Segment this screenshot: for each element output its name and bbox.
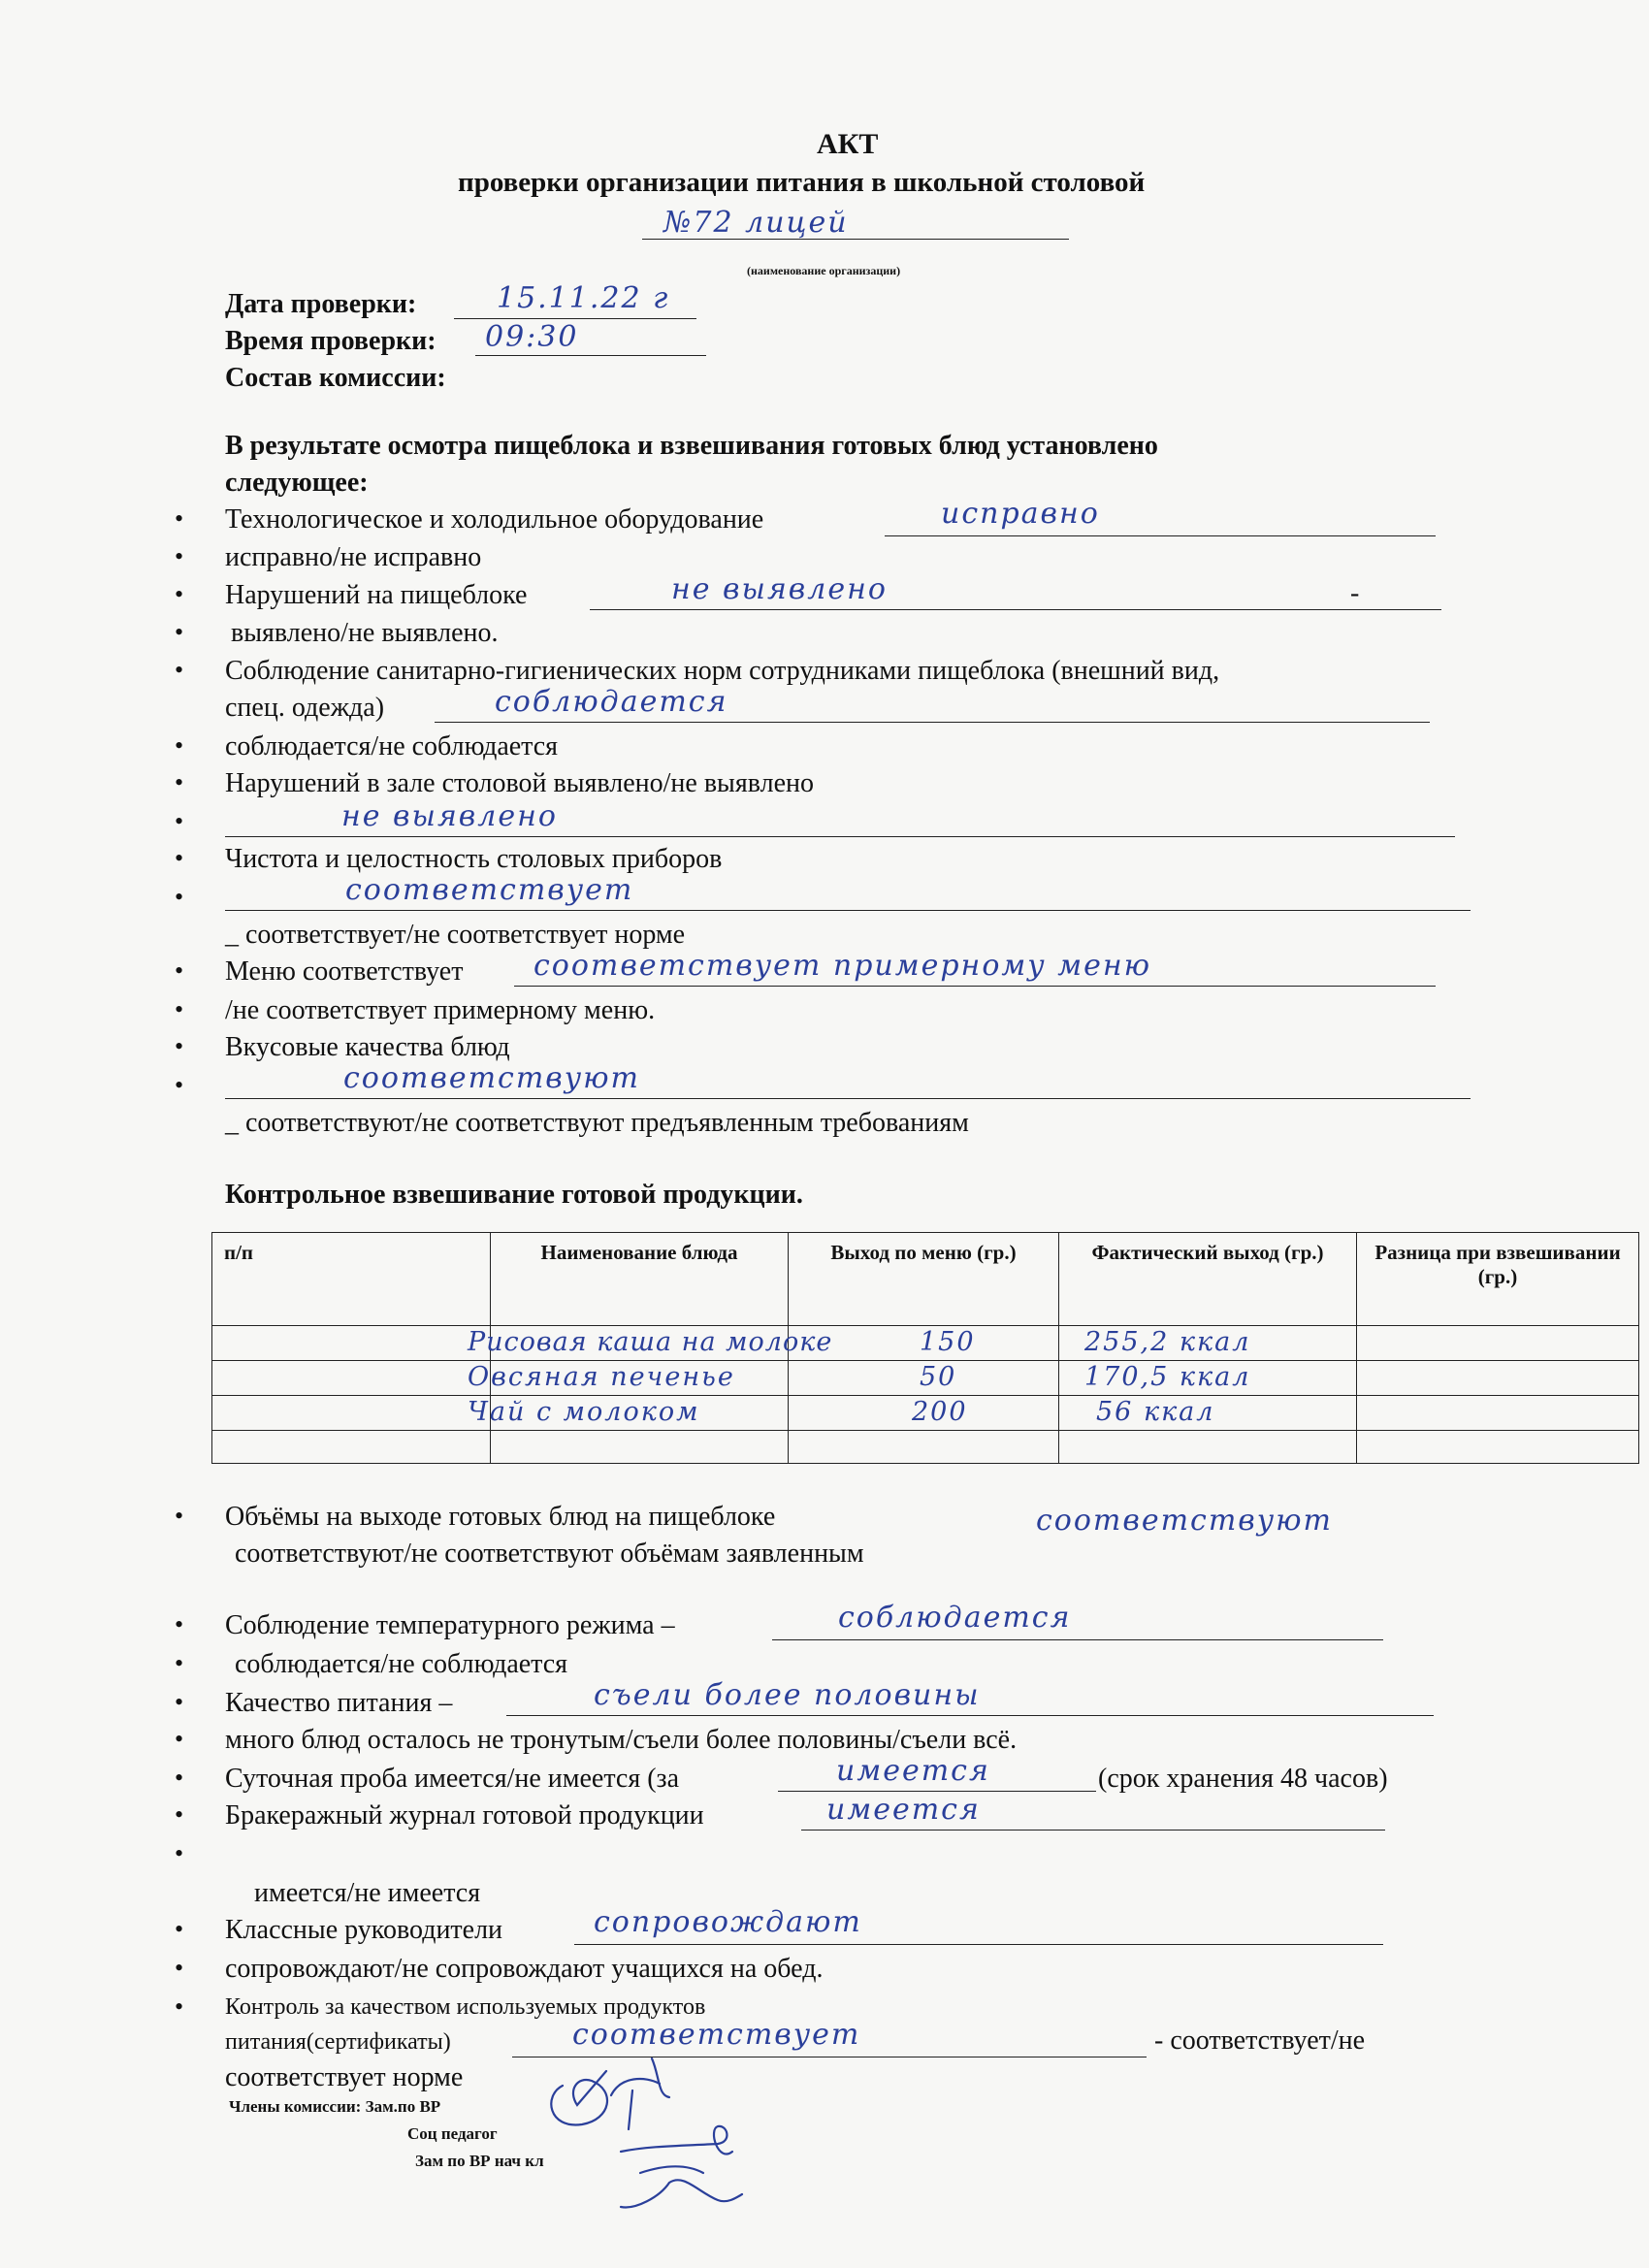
journal-underline — [801, 1830, 1385, 1831]
bullet: • — [175, 1839, 184, 1867]
bullet: • — [175, 1993, 184, 2021]
role-deputy-primary: Зам по ВР нач кл — [415, 2152, 544, 2170]
dish-name: Рисовая каша на молоке — [468, 1327, 833, 1357]
dish-actual-yield: 170,5 ккал — [1084, 1362, 1251, 1392]
control-suffix: - соответствует/не — [1154, 2025, 1366, 2056]
bullet: • — [175, 1915, 184, 1943]
date-value: 15.11.22 г — [497, 281, 670, 315]
bullet: • — [175, 1610, 184, 1638]
column-header: Разница при взвешивании (гр.) — [1357, 1233, 1639, 1326]
bullet: • — [175, 995, 184, 1023]
dish-actual-yield: 56 ккал — [1096, 1397, 1215, 1427]
dish-actual-yield: 255,2 ккал — [1084, 1327, 1251, 1357]
control-certificates-label: питания(сертификаты) — [225, 2029, 451, 2055]
equipment-label: Технологическое и холодильное оборудование — [225, 504, 764, 535]
temperature-options: соблюдается/не соблюдается — [235, 1649, 568, 1679]
taste-underline — [225, 1098, 1471, 1099]
equipment-value: исправно — [941, 497, 1100, 531]
dish-menu-yield: 200 — [912, 1397, 968, 1427]
signature-image — [524, 2037, 757, 2221]
bullet: • — [175, 656, 184, 684]
teachers-label: Классные руководители — [225, 1915, 503, 1945]
sanitary-value: соблюдается — [495, 685, 728, 719]
section1-heading: В результате осмотра пищеблока и взвешивания готовых блюд установлено — [225, 431, 1158, 461]
bullet: • — [175, 883, 184, 911]
quality-label: Качество питания – — [225, 1688, 453, 1718]
weighing-heading: Контрольное взвешивание готовой продукции. — [225, 1180, 803, 1210]
temperature-value: соблюдается — [838, 1601, 1072, 1635]
control-norm: соответствует норме — [225, 2062, 464, 2092]
date-label: Дата проверки: — [225, 289, 417, 319]
journal-label: Бракеражный журнал готовой продукции — [225, 1800, 704, 1831]
sanitary-options: соблюдается/не соблюдается — [225, 731, 559, 761]
role-social-teacher: Соц педагог — [407, 2124, 498, 2143]
equipment-underline — [885, 535, 1436, 536]
teachers-value: сопровождают — [594, 1905, 862, 1939]
table-header-row — [212, 1233, 1639, 1326]
volumes-label: Объёмы на выходе готовых блюд на пищеблоке — [225, 1502, 776, 1532]
dish-name: Овсяная печенье — [468, 1362, 735, 1392]
sanitary-label-cont: спец. одежда) — [225, 693, 385, 723]
control-label: Контроль за качеством используемых продуктов — [225, 1994, 706, 2020]
volumes-value: соответствуют — [1036, 1504, 1334, 1538]
bullet: • — [175, 1649, 184, 1677]
teachers-underline — [574, 1944, 1383, 1945]
temperature-underline — [772, 1639, 1383, 1640]
sample-value: имеется — [836, 1754, 990, 1788]
bullet: • — [175, 1800, 184, 1829]
kitchen-violations-underline — [590, 609, 1441, 610]
bullet: • — [175, 504, 184, 533]
time-value: 09:30 — [485, 320, 579, 354]
sanitary-underline — [435, 722, 1430, 723]
kitchen-violations-label: Нарушений на пищеблоке — [225, 580, 528, 610]
sample-label: Суточная проба имеется/не имеется (за — [225, 1764, 680, 1794]
dish-menu-yield: 50 — [920, 1362, 957, 1392]
commission-label: Состав комиссии: — [225, 363, 446, 393]
menu-label: Меню соответствует — [225, 956, 464, 987]
sanitary-label: Соблюдение санитарно-гигиенических норм сотрудниками пищеблока (внешний вид, — [225, 656, 1220, 686]
kitchen-violations-value: не выявлено — [671, 572, 888, 606]
menu-value: соответствует примерному меню — [534, 949, 1151, 983]
bullet: • — [175, 1688, 184, 1716]
cutlery-options: _ соответствует/не соответствует норме — [225, 920, 686, 950]
quality-value: съели более половины — [594, 1678, 981, 1712]
column-header: Выход по меню (гр.) — [789, 1233, 1059, 1326]
members-label: Члены комиссии: Зам.по ВР — [229, 2097, 441, 2116]
table-row — [212, 1431, 1639, 1464]
cutlery-underline — [225, 910, 1471, 911]
volumes-options: соответствуют/не соответствуют объёмам заявленным — [235, 1539, 864, 1569]
journal-value: имеется — [826, 1793, 981, 1827]
taste-options: _ соответствуют/не соответствуют предъявленным требованиям — [225, 1108, 969, 1138]
bullet: • — [175, 1764, 184, 1792]
journal-options: имеется/не имеется — [254, 1878, 481, 1908]
sample-suffix: (срок хранения 48 часов) — [1098, 1764, 1388, 1794]
bullet: • — [175, 956, 184, 985]
quality-underline — [506, 1715, 1434, 1716]
column-header: Наименование блюда — [491, 1233, 789, 1326]
hall-violations-underline — [225, 836, 1455, 837]
dish-name: Чай с молоком — [468, 1397, 700, 1427]
taste-value: соответствуют — [343, 1061, 641, 1095]
control-value: соответствует — [572, 2018, 861, 2052]
time-underline — [475, 355, 706, 356]
sample-underline — [778, 1791, 1096, 1792]
org-value: №72 лицей — [663, 206, 849, 240]
equipment-options: исправно/не исправно — [225, 542, 482, 572]
bullet: • — [175, 542, 184, 570]
temperature-label: Соблюдение температурного режима – — [225, 1610, 675, 1640]
menu-options: /не соответствует примерному меню. — [225, 995, 656, 1025]
quality-options: много блюд осталось не тронутым/съели более половины/съели всё. — [225, 1725, 1018, 1755]
bullet: • — [175, 768, 184, 796]
document-subtitle: проверки организации питания в школьной столовой — [458, 167, 1146, 198]
teachers-options: сопровождают/не сопровождают учащихся на обед. — [225, 1954, 824, 1984]
bullet: • — [175, 844, 184, 872]
taste-label: Вкусовые качества блюд — [225, 1032, 510, 1062]
bullet: • — [175, 807, 184, 835]
bullet: • — [175, 731, 184, 760]
date-underline — [454, 318, 696, 319]
bullet: • — [175, 580, 184, 608]
kitchen-violations-options: выявлено/не выявлено. — [231, 618, 499, 648]
kitchen-violations-dash: - — [1350, 578, 1360, 608]
time-label: Время проверки: — [225, 326, 436, 356]
cutlery-value: соответствует — [345, 873, 634, 907]
bullet: • — [175, 1502, 184, 1530]
bullet: • — [175, 618, 184, 646]
bullet: • — [175, 1725, 184, 1753]
section1-heading-cont: следующее: — [225, 468, 369, 498]
bullet: • — [175, 1032, 184, 1060]
cutlery-label: Чистота и целостность столовых приборов — [225, 844, 723, 874]
bullet: • — [175, 1954, 184, 1982]
document-title: АКТ — [817, 128, 879, 160]
column-header: Фактический выход (гр.) — [1059, 1233, 1357, 1326]
org-caption: (наименование организации) — [747, 264, 901, 277]
hall-violations-value: не выявлено — [341, 799, 558, 833]
column-header: п/п — [212, 1233, 491, 1326]
hall-violations-label: Нарушений в зале столовой выявлено/не выявлено — [225, 768, 814, 798]
dish-menu-yield: 150 — [920, 1327, 976, 1357]
menu-underline — [514, 986, 1436, 987]
bullet: • — [175, 1071, 184, 1099]
